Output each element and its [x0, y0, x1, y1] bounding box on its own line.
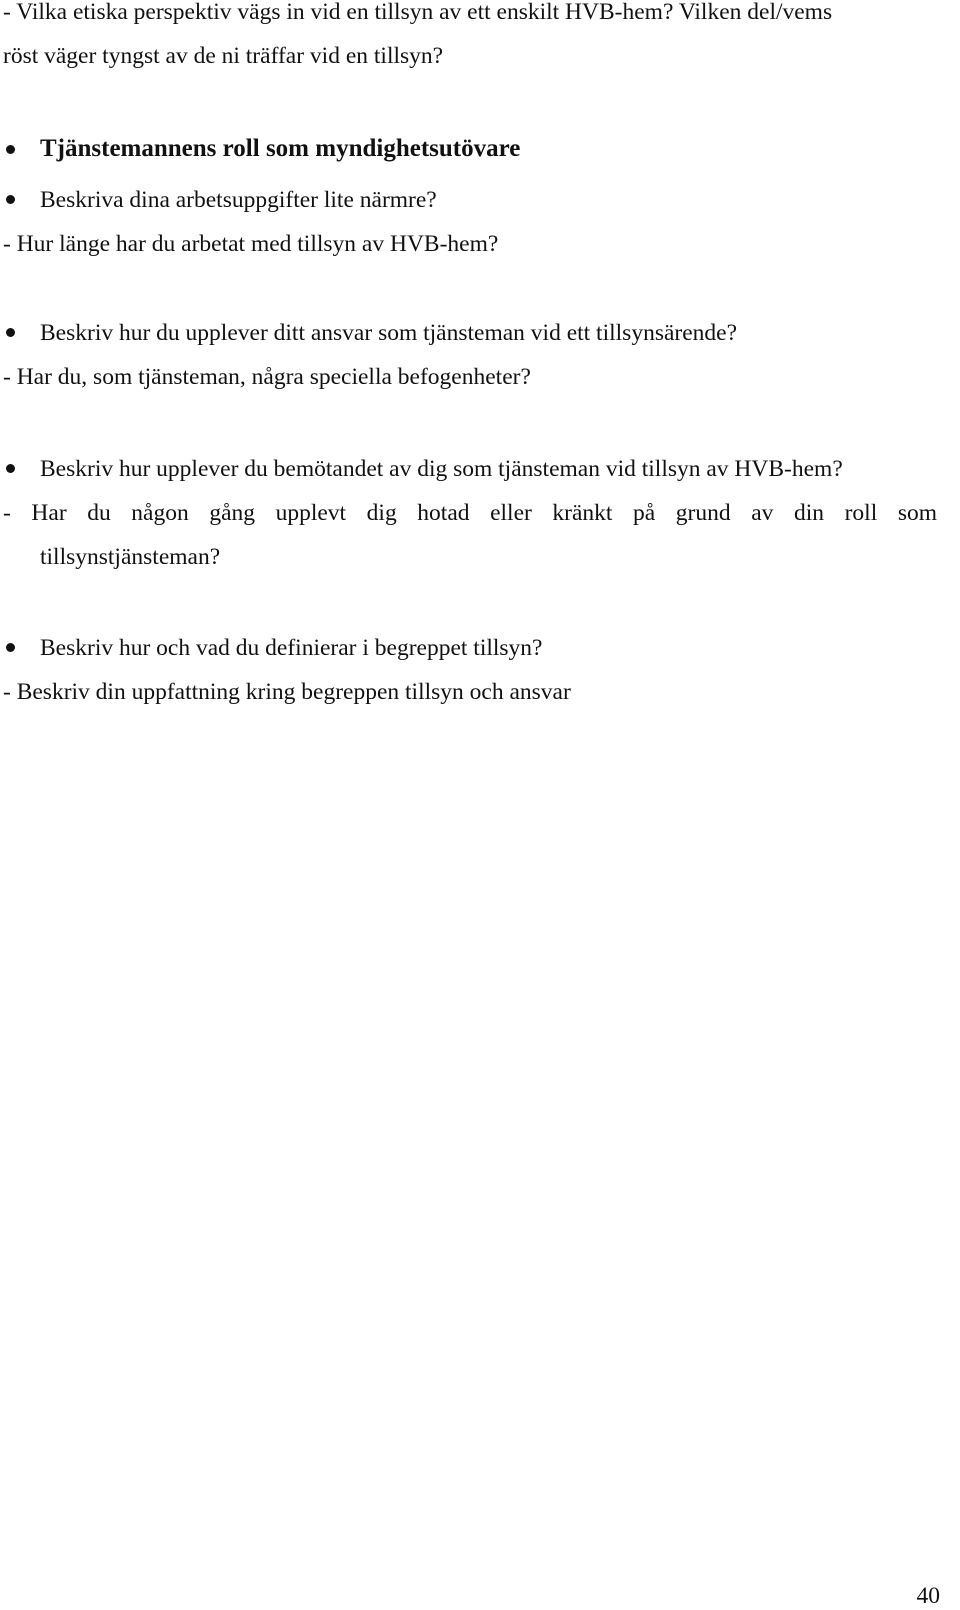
followup-question: - Beskriv din uppfattning kring begreppen tillsyn och ansvar — [3, 679, 571, 705]
bullet-icon — [6, 328, 15, 337]
section-heading: Tjänstemannens roll som myndighetsutövare — [40, 135, 521, 162]
bullet-icon — [6, 145, 15, 154]
followup-question: - Hur länge har du arbetat med tillsyn av HVB-hem? — [3, 231, 499, 257]
followup-question-continuation: tillsynstjänsteman? — [40, 544, 221, 570]
question-item: Beskriv hur och vad du definierar i begreppet tillsyn? — [40, 635, 543, 661]
page-number: 40 — [916, 1583, 940, 1609]
followup-question-line: - Har du någon gång upplevt dig hotad eller kränkt på grund av din roll som — [3, 500, 937, 526]
bullet-icon — [6, 464, 15, 473]
bullet-icon — [6, 195, 15, 204]
followup-question — [3, 499, 937, 527]
question-item: Beskriv hur du upplever ditt ansvar som tjänsteman vid ett tillsynsärende? — [40, 320, 738, 346]
question-item: Beskriv hur upplever du bemötandet av dig som tjänsteman vid tillsyn av HVB-hem? — [40, 456, 843, 482]
intro-line: röst väger tyngst av de ni träffar vid en tillsyn? — [3, 43, 444, 69]
intro-line: - Vilka etiska perspektiv vägs in vid en tillsyn av ett enskilt HVB-hem? Vilken del/vems — [3, 0, 833, 25]
bullet-icon — [6, 643, 15, 652]
followup-question: - Har du, som tjänsteman, några speciella befogenheter? — [3, 364, 531, 390]
question-item: Beskriva dina arbetsuppgifter lite närmre? — [40, 187, 437, 213]
